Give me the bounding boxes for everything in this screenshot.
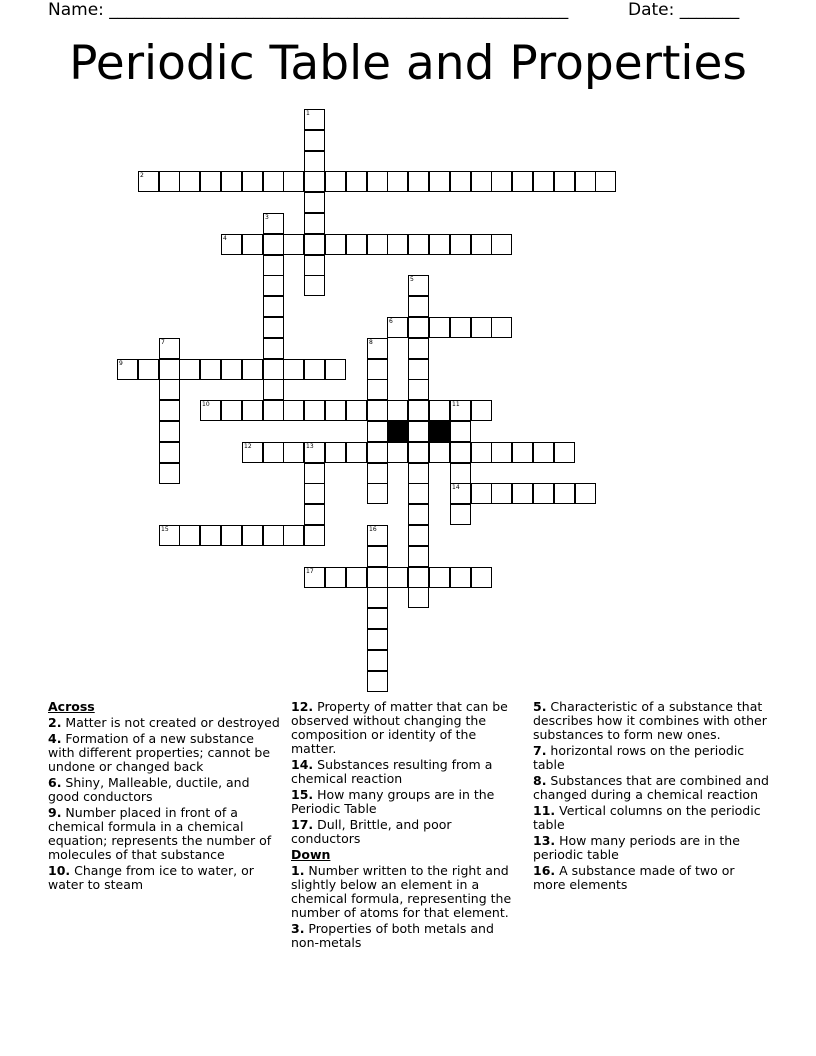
clue-item-text: Substances resulting from a chemical reaction [291,757,493,786]
crossword-cell[interactable] [429,171,450,192]
crossword-cell[interactable] [450,483,471,504]
crossword-cell[interactable] [367,567,388,588]
crossword-cell[interactable] [408,567,429,588]
clue-number: 5 [410,276,414,283]
crossword-cell[interactable] [471,234,492,255]
crossword-cell[interactable] [325,359,346,380]
crossword-cell[interactable] [367,546,388,567]
crossword-cell[interactable] [367,463,388,484]
clues-column-2 [291,700,523,952]
crossword-cell[interactable] [408,442,429,463]
clue-item-text: How many periods are in the periodic table [533,833,740,862]
crossword-cell[interactable] [491,442,512,463]
crossword-cell[interactable] [138,359,159,380]
clue-item [48,716,284,730]
crossword-cell[interactable] [304,213,325,234]
crossword-cell[interactable] [304,255,325,276]
crossword-cell[interactable] [304,525,325,546]
clue-number: 2 [140,172,144,179]
clue-item-number: 9. [48,805,62,820]
crossword-cell[interactable] [367,171,388,192]
crossword-cell[interactable] [471,442,492,463]
crossword-cell[interactable] [325,400,346,421]
clue-item-text: Substances that are combined and changed during a chemical reaction [533,773,769,802]
crossword-cell[interactable] [200,171,221,192]
crossword-cell[interactable] [304,463,325,484]
clue-item-number: 1. [291,863,305,878]
name-field-label: Name: ______________________________________________________ [48,0,569,20]
crossword-cell[interactable] [221,359,242,380]
crossword-cell[interactable] [304,130,325,151]
crossword-cell[interactable] [263,525,284,546]
crossword-cell[interactable] [117,359,138,380]
crossword-cell[interactable] [242,525,263,546]
crossword-cell[interactable] [200,359,221,380]
clue-item-text: A substance made of two or more elements [533,863,735,892]
crossword-cell[interactable] [367,608,388,629]
clue-item [533,864,769,892]
crossword-cell[interactable] [408,400,429,421]
clue-item-text: How many groups are in the Periodic Table [291,787,495,816]
clue-item [533,804,769,832]
crossword-cell[interactable] [387,400,408,421]
clue-number: 12 [244,443,252,450]
crossword-cell[interactable] [325,171,346,192]
crossword-cell[interactable] [159,338,180,359]
crossword-cell[interactable] [242,400,263,421]
crossword-cell[interactable] [263,213,284,234]
crossword-cell[interactable] [408,504,429,525]
crossword-cell[interactable] [408,587,429,608]
clue-item [533,774,769,802]
crossword-cell[interactable] [263,317,284,338]
crossword-cell[interactable] [367,483,388,504]
clue-item-number: 15. [291,787,314,802]
clue-number: 14 [452,484,460,491]
clue-item [291,818,523,846]
crossword-cell[interactable] [179,359,200,380]
crossword-cell[interactable] [283,525,304,546]
crossword-cell[interactable] [554,171,575,192]
crossword-cell[interactable] [283,171,304,192]
crossword-cell[interactable] [263,442,284,463]
clue-item-text: Formation of a new substance with different properties; cannot be undone or changed back [48,731,271,774]
page-title: Periodic Table and Properties [69,36,747,91]
crossword-cell[interactable] [387,171,408,192]
crossword-cell[interactable] [283,400,304,421]
black-cell [387,421,408,442]
crossword-cell[interactable] [242,171,263,192]
crossword-cell[interactable] [159,442,180,463]
crossword-cell[interactable] [263,379,284,400]
clue-item-number: 11. [533,803,556,818]
crossword-cell[interactable] [159,400,180,421]
clue-item-number: 8. [533,773,547,788]
clue-item-text: Dull, Brittle, and poor conductors [291,817,452,846]
clue-item-number: 6. [48,775,62,790]
clue-item-text: Number written to the right and slightly below an element in a chemical formula, representing the number of atoms for that element. [291,863,512,920]
crossword-cell[interactable] [159,463,180,484]
crossword-cell[interactable] [408,234,429,255]
crossword-cell[interactable] [450,234,471,255]
crossword-cell[interactable] [159,379,180,400]
crossword-cell[interactable] [408,359,429,380]
crossword-cell[interactable] [283,359,304,380]
clue-item [48,864,284,892]
clue-number: 17 [306,568,314,575]
clue-item-number: 17. [291,817,314,832]
crossword-cell[interactable] [450,317,471,338]
crossword-cell[interactable] [179,171,200,192]
crossword-cell[interactable] [367,629,388,650]
clue-item-text: Characteristic of a substance that describes how it combines with other substances to form new ones. [533,699,767,742]
crossword-cell[interactable] [491,234,512,255]
crossword-cell[interactable] [304,483,325,504]
crossword-cell[interactable] [159,421,180,442]
crossword-cell[interactable] [263,171,284,192]
crossword-cell[interactable] [387,317,408,338]
crossword-cell[interactable] [367,442,388,463]
clues-column-3 [533,700,769,894]
crossword-cell[interactable] [387,442,408,463]
crossword-cell[interactable] [387,234,408,255]
crossword-cell[interactable] [471,567,492,588]
crossword-cell[interactable] [408,546,429,567]
crossword-cell[interactable] [304,192,325,213]
clue-item [291,864,523,920]
crossword-cell[interactable] [367,359,388,380]
crossword-cell[interactable] [471,171,492,192]
crossword-cell[interactable] [263,296,284,317]
clue-number: 8 [369,339,373,346]
crossword-cell[interactable] [533,171,554,192]
crossword-cell[interactable] [491,317,512,338]
crossword-cell[interactable] [533,483,554,504]
crossword-cell[interactable] [367,525,388,546]
crossword-cell[interactable] [367,379,388,400]
clue-item-text: Matter is not created or destroyed [61,715,280,730]
crossword-cell[interactable] [512,442,533,463]
crossword-cell[interactable] [367,671,388,692]
clue-item-text: Vertical columns on the periodic table [533,803,761,832]
clue-number: 13 [306,443,314,450]
clue-number: 9 [119,360,123,367]
crossword-cell[interactable] [263,359,284,380]
crossword-cell[interactable] [159,171,180,192]
crossword-cell[interactable] [408,525,429,546]
clue-item-number: 16. [533,863,556,878]
crossword-cell[interactable] [263,275,284,296]
crossword-cell[interactable] [221,525,242,546]
crossword-cell[interactable] [450,400,471,421]
crossword-cell[interactable] [263,255,284,276]
crossword-cell[interactable] [200,525,221,546]
crossword-cell[interactable] [429,442,450,463]
crossword-cell[interactable] [450,504,471,525]
clue-item-number: 5. [533,699,547,714]
crossword-cell[interactable] [325,567,346,588]
clue-number: 6 [389,318,393,325]
crossword-cell[interactable] [450,567,471,588]
crossword-cell[interactable] [408,379,429,400]
clue-number: 4 [223,235,227,242]
crossword-cell[interactable] [263,400,284,421]
crossword-cell[interactable] [304,400,325,421]
clue-item-text: Shiny, Malleable, ductile, and good conductors [48,775,250,804]
crossword-cell[interactable] [450,171,471,192]
crossword-cell[interactable] [346,400,367,421]
crossword-cell[interactable] [304,442,325,463]
crossword-cell[interactable] [429,567,450,588]
crossword-cell[interactable] [304,504,325,525]
crossword-cell[interactable] [575,483,596,504]
crossword-cell[interactable] [554,442,575,463]
clues-column-1 [48,700,284,894]
clue-item [533,834,769,862]
crossword-cell[interactable] [491,171,512,192]
clue-item [48,806,284,862]
crossword-cell[interactable] [283,234,304,255]
clue-item-number: 12. [291,699,314,714]
crossword-cell[interactable] [471,317,492,338]
crossword-cell[interactable] [367,338,388,359]
date-field-label: Date: _______ [628,0,740,20]
clue-number: 3 [265,214,269,221]
crossword-cell[interactable] [367,650,388,671]
clue-item-number: 13. [533,833,556,848]
clue-item [291,922,523,950]
crossword-cell[interactable] [408,421,429,442]
crossword-cell[interactable] [221,171,242,192]
crossword-cell[interactable] [408,338,429,359]
crossword-cell[interactable] [283,442,304,463]
crossword-cell[interactable] [304,359,325,380]
crossword-cell[interactable] [491,483,512,504]
clue-item [533,744,769,772]
crossword-cell[interactable] [242,234,263,255]
crossword-cell[interactable] [263,338,284,359]
crossword-cell[interactable] [200,400,221,421]
clue-item-number: 3. [291,921,305,936]
clue-item [291,788,523,816]
crossword-cell[interactable] [408,275,429,296]
crossword-cell[interactable] [304,234,325,255]
clue-item-text: Change from ice to water, or water to steam [48,863,254,892]
crossword-cell[interactable] [471,400,492,421]
crossword-cell[interactable] [346,234,367,255]
crossword-cell[interactable] [179,525,200,546]
clue-number: 15 [161,526,169,533]
crossword-cell[interactable] [221,234,242,255]
clue-item-number: 14. [291,757,314,772]
crossword-cell[interactable] [325,234,346,255]
crossword-cell[interactable] [387,567,408,588]
clue-item [291,758,523,786]
crossword-cell[interactable] [450,421,471,442]
crossword-cell[interactable] [367,400,388,421]
crossword-cell[interactable] [595,171,616,192]
crossword-cell[interactable] [304,109,325,130]
clue-number: 10 [202,401,210,408]
crossword-cell[interactable] [408,171,429,192]
clue-number: 11 [452,401,460,408]
clue-item-text: Number placed in front of a chemical formula in a chemical equation; represents the number of molecules of that substance [48,805,272,862]
crossword-cell[interactable] [138,171,159,192]
down-heading: Down [291,847,331,862]
crossword-cell[interactable] [325,442,346,463]
clue-item [291,700,523,756]
crossword-cell[interactable] [408,296,429,317]
crossword-cell[interactable] [159,525,180,546]
crossword-cell[interactable] [304,171,325,192]
crossword-cell[interactable] [304,275,325,296]
crossword-cell[interactable] [512,483,533,504]
clue-item-text: Property of matter that can be observed without changing the composition or identity of the matter. [291,699,508,756]
crossword-cell[interactable] [346,567,367,588]
clue-item-text: Properties of both metals and non-metals [291,921,494,950]
clue-item [533,700,769,742]
crossword-cell[interactable] [304,567,325,588]
crossword-cell[interactable] [575,171,596,192]
crossword-cell[interactable] [429,317,450,338]
clue-item-number: 2. [48,715,62,730]
clue-number: 1 [306,110,310,117]
clue-item [48,732,284,774]
clue-item [48,776,284,804]
crossword-cell[interactable] [512,171,533,192]
crossword-cell[interactable] [408,483,429,504]
crossword-cell[interactable] [408,317,429,338]
crossword-cell[interactable] [242,442,263,463]
crossword-cell[interactable] [367,421,388,442]
crossword-cell[interactable] [221,400,242,421]
clue-item-text: horizontal rows on the periodic table [533,743,745,772]
black-cell [429,421,450,442]
crossword-cell[interactable] [429,400,450,421]
clue-item-number: 10. [48,863,71,878]
clue-item-number: 7. [533,743,547,758]
crossword-cell[interactable] [159,359,180,380]
crossword-cell[interactable] [263,234,284,255]
crossword-cell[interactable] [408,463,429,484]
crossword-cell[interactable] [367,587,388,608]
crossword-cell[interactable] [367,234,388,255]
crossword-cell[interactable] [304,151,325,172]
clue-number: 16 [369,526,377,533]
crossword-cell[interactable] [242,359,263,380]
crossword-cell[interactable] [554,483,575,504]
clue-number: 7 [161,339,165,346]
crossword-cell[interactable] [429,234,450,255]
crossword-cell[interactable] [346,171,367,192]
crossword-cell[interactable] [471,483,492,504]
clue-item-number: 4. [48,731,62,746]
crossword-cell[interactable] [346,442,367,463]
crossword-cell[interactable] [533,442,554,463]
across-heading: Across [48,699,95,714]
crossword-cell[interactable] [450,442,471,463]
crossword-cell[interactable] [450,463,471,484]
